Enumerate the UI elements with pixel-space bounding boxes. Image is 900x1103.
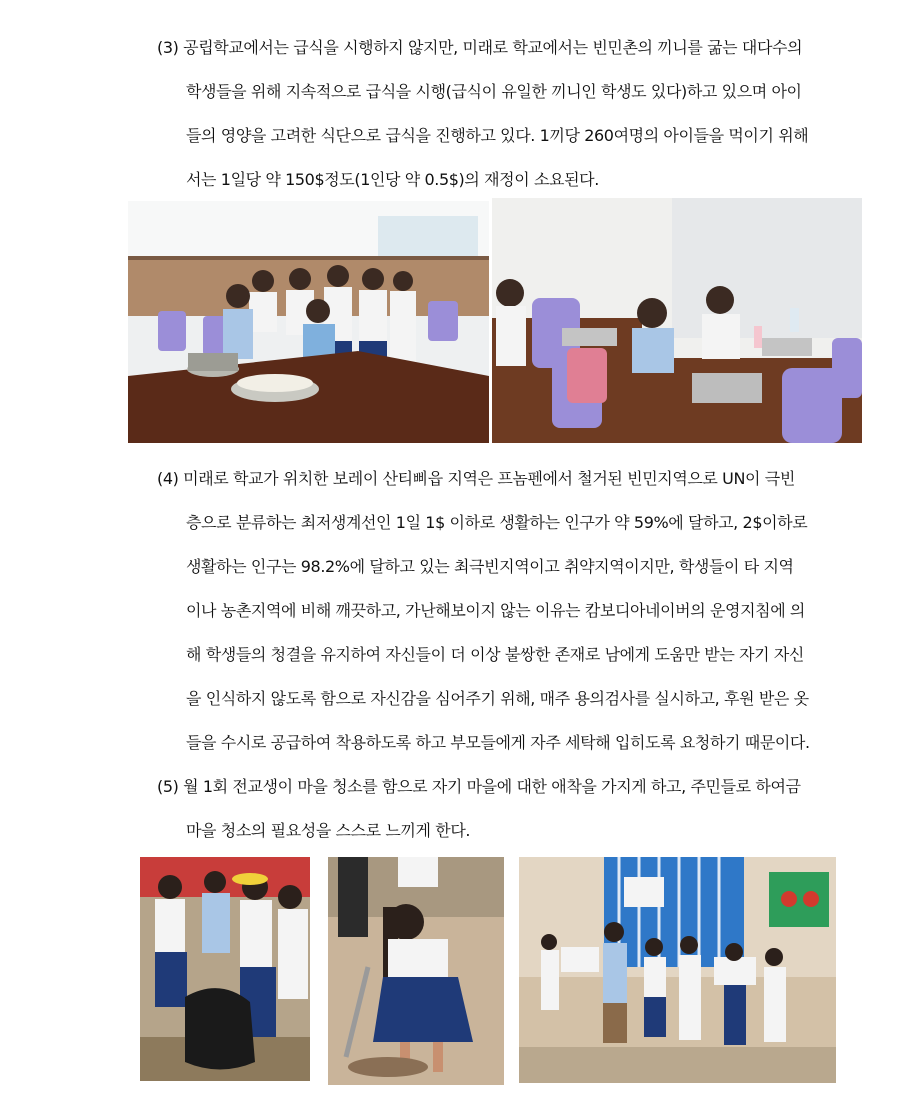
text-line: 을 인식하지 않도록 함으로 자신감을 심어주기 위해, 매주 용의검사를 실시하고, 후원 받은 옷: [186, 689, 809, 708]
text-line: 서는 1일당 약 150$정도(1인당 약 0.5$)의 재정이 소요된다.: [186, 170, 599, 189]
text-line: (5) 월 1회 전교생이 마을 청소를 함으로 자기 마을에 대한 애착을 가지게 하고, 주민들로 하여금: [157, 777, 801, 796]
text-line: 들을 수시로 공급하여 착용하도록 하고 부모들에게 자주 세탁해 입히도록 요청하기 때문이다.: [186, 733, 810, 752]
text-line: 학생들을 위해 지속적으로 급식을 시행(급식이 유일한 끼니인 학생도 있다)하고 있으며 아이: [186, 82, 802, 101]
text-line: 들의 영양을 고려한 식단으로 급식을 진행하고 있다. 1끼당 260여명의 아이들을 먹이기 위해: [186, 126, 809, 145]
text-line: (3) 공립학교에서는 급식을 시행하지 않지만, 미래로 학교에서는 빈민촌의 끼니를 굶는 대다수의: [157, 38, 803, 57]
photo-cleanup-group-signs: [519, 857, 836, 1083]
text-line: (4) 미래로 학교가 위치한 보레이 산티삐읍 지역은 프놈펜에서 철거된 빈민지역으로 UN이 극빈: [157, 469, 795, 488]
photo-cleanup-picking-up: [328, 857, 504, 1085]
text-line: 이나 농촌지역에 비해 깨끗하고, 가난해보이지 않는 이유는 캄보디아네이버의 운영지침에 의: [186, 601, 805, 620]
photo-cleanup-trash-bag: [140, 857, 310, 1081]
text-line: 마을 청소의 필요성을 스스로 느끼게 한다.: [186, 821, 471, 840]
text-line: 층으로 분류하는 최저생계선인 1일 1$ 이하로 생활하는 인구가 약 59%에 달하고, 2$이하로: [186, 513, 808, 532]
text-line: 해 학생들의 청결을 유지하여 자신들이 더 이상 불쌍한 존재로 남에게 도움만 받는 자기 자신: [186, 645, 804, 664]
photo-students-lunch-line: [128, 201, 489, 443]
text-line: 생활하는 인구는 98.2%에 달하고 있는 최극빈지역이고 취약지역이지만, 학생들이 타 지역: [186, 557, 794, 576]
photo-students-eating: [492, 198, 862, 443]
